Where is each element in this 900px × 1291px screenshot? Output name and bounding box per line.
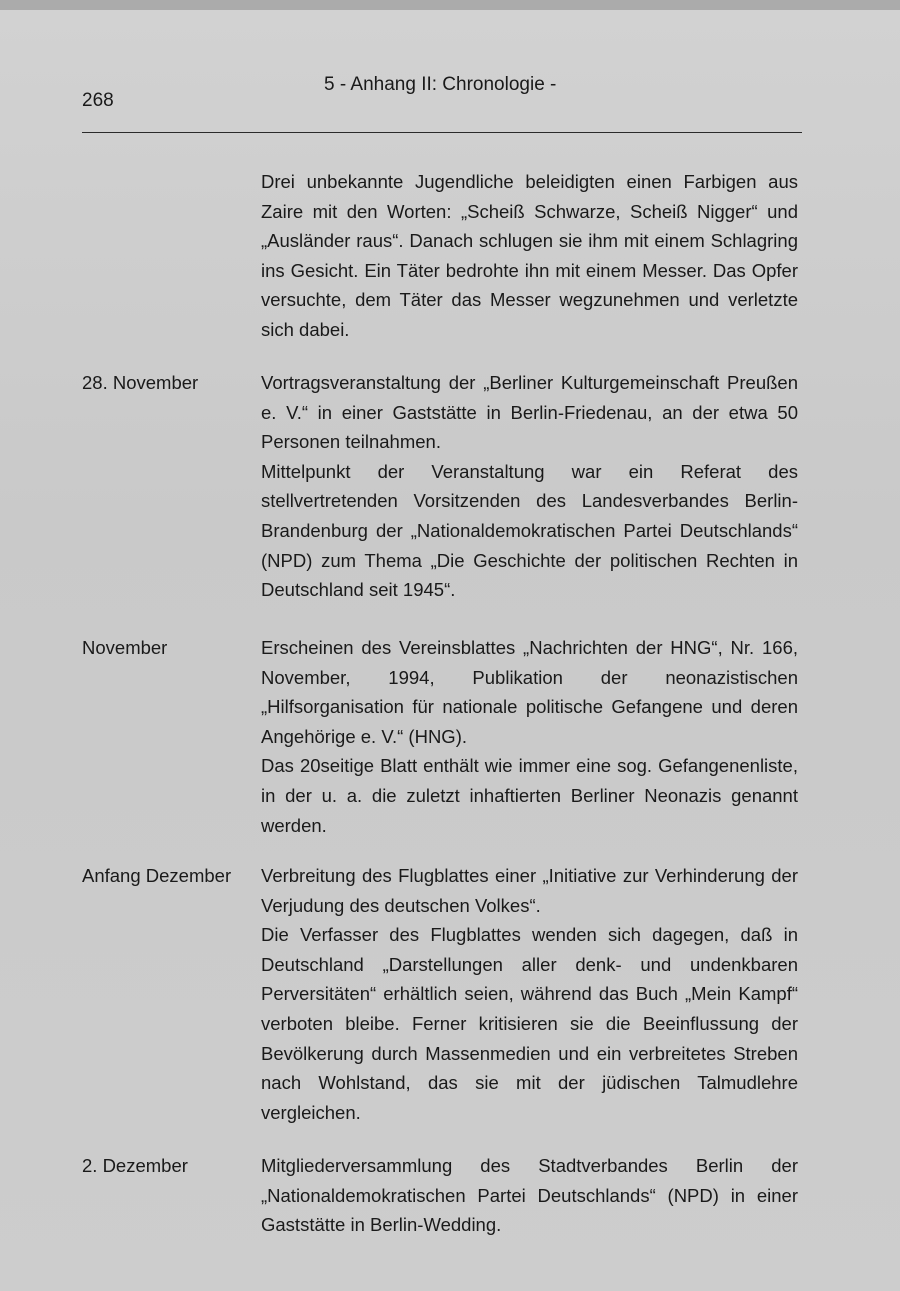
entry-date: Anfang Dezember	[82, 865, 232, 886]
entry-paragraph: Mitgliederversammlung des Stadtverbandes Berlin der „Nationaldemokratischen Partei Deutschlands“ (NPD) in einer Gaststätte in Berlin-Wedding.	[261, 1155, 798, 1236]
entry-paragraph: Drei unbekannte Jugendliche beleidigten einen Farbigen aus Zaire mit den Worten: „Scheiß Schwarze, Scheiß Nigger“ und „Ausländer raus“. Danach schlugen sie ihm mit einem Schlagring ins Gesicht. Ein Täter bedrohte ihn mit einem Messer. Das Opfer versuchte, dem Täter das Messer wegzunehmen und verletzte sich dabei.	[261, 171, 798, 340]
entry-date: 2. Dezember	[82, 1155, 188, 1176]
entry-paragraph: Erscheinen des Vereinsblattes „Nachrichten der HNG“, Nr. 166, November, 1994, Publikation der neonazistischen „Hilfsorganisation für nationale politische Gefangene und deren Angehörige e. V.“ (HNG).	[261, 637, 798, 747]
entry-paragraph: Vortragsveranstaltung der „Berliner Kulturgemeinschaft Preußen e. V.“ in einer Gaststätte in Berlin-Friedenau, an der etwa 50 Personen teilnahmen.	[261, 372, 798, 453]
entry-date: November	[82, 637, 168, 658]
entry-text	[261, 633, 798, 840]
entry-paragraph: Mittelpunkt der Veranstaltung war ein Referat des stellvertretenden Vorsitzenden des Landesverbandes Berlin-Brandenburg der „Nationaldemokratischen Partei Deutschlands“ (NPD) zum Thema „Die Geschichte der politischen Rechten in Deutschland seit 1945“.	[261, 460, 798, 601]
entry-text	[261, 368, 798, 605]
entry-date: 28. November	[82, 372, 199, 393]
chapter-title: 5 - Anhang II: Chronologie -	[324, 74, 557, 95]
entry-paragraph: Die Verfasser des Flugblattes wenden sich dagegen, daß in Deutschland „Darstellungen aller denk- und undenkbaren Perversitäten“ erhältlich seien, während das Buch „Mein Kampf“ verboten bleibe. Ferner kritisieren sie die Beeinflussung der Bevölkerung durch Massenmedien und ein verbreitetes Streben nach Wohlstand, das sie mit der jüdischen Talmudlehre vergleichen.	[261, 924, 798, 1123]
entry-paragraph: Das 20seitige Blatt enthält wie immer eine sog. Gefangenenliste, in der u. a. die zuletzt inhaftierten Berliner Neonazis genannt werden.	[261, 755, 798, 836]
page-number: 268	[82, 90, 114, 111]
header-rule	[82, 132, 802, 133]
scan-edge	[0, 0, 900, 10]
entry-text	[261, 861, 798, 1127]
entry-text	[261, 1151, 798, 1240]
entry-text	[261, 167, 798, 345]
entry-paragraph: Verbreitung des Flugblattes einer „Initiative zur Verhinderung der Verjudung des deutschen Volkes“.	[261, 865, 798, 916]
